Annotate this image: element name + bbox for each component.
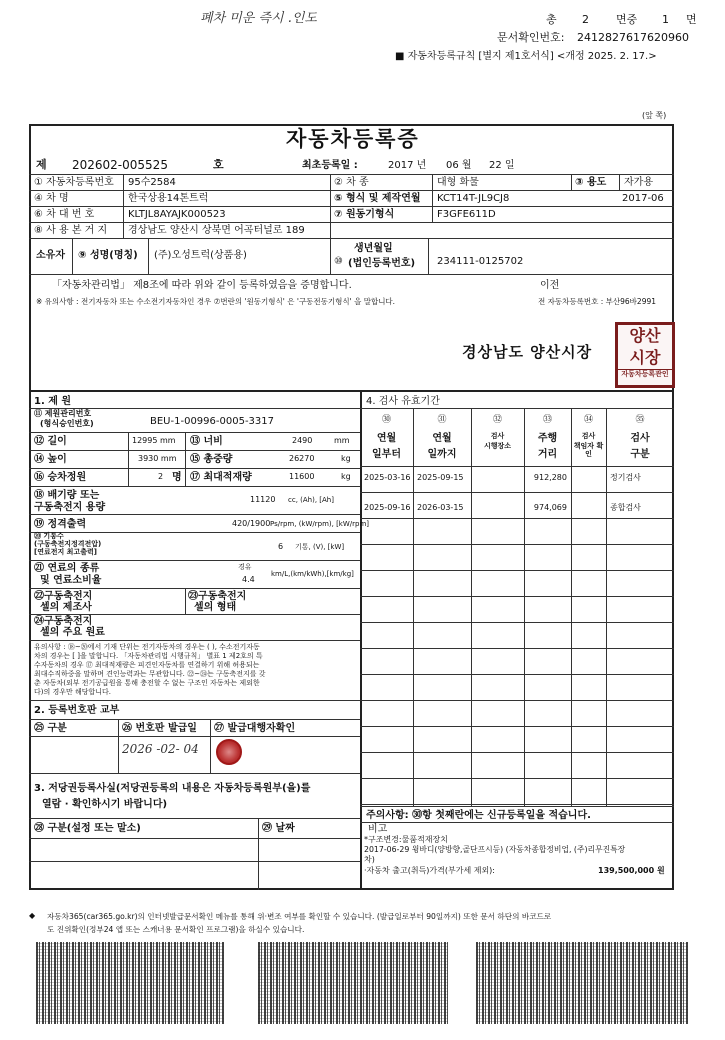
seal-text-mid: 시장 — [629, 348, 661, 367]
specs-note — [34, 643, 356, 697]
inspection-header-l1: 검사 — [490, 432, 505, 440]
cylinder-label-3: [연료전지 최고출력] — [34, 548, 97, 556]
base-value: 경상남도 양산시 상북면 어곡터널로 189 — [128, 225, 305, 236]
certificate-title: 자동차등록증 — [286, 127, 420, 151]
approval-label-1: ⑪ 제원관리번호 — [34, 409, 92, 418]
inspection-col-line — [471, 408, 472, 806]
inspection-header-l2: 거리 — [537, 449, 558, 460]
footer-line-1: 자동차365(car365.go.kr)의 인터넷발급문서확인 메뉴를 통해 위·변조 여부를 확인할 수 있습니다. (발급일로부터 90일까지) 또한 문서 하단의 바코드로 — [47, 912, 552, 921]
use-value: 자가용 — [624, 177, 653, 188]
inspection-cell-to: 2026-03-15 — [417, 503, 464, 512]
inspection-col-line — [606, 408, 607, 806]
battery-form-label-1: ㉓구동축전지 — [188, 591, 247, 602]
remarks-line-1: *구조변경:물품적재장치 — [364, 835, 448, 844]
page-unit: 면 — [686, 13, 697, 26]
birth-label-2: (법인등록번호) — [348, 258, 416, 269]
seal-text-bottom: 자동차등록관인 — [618, 369, 672, 379]
cylinder-value: 6 — [278, 542, 284, 551]
inspection-row-line — [360, 544, 674, 545]
inspection-header-n: ㉞ — [583, 415, 594, 425]
approval-label-2: (형식승인번호) — [40, 419, 94, 428]
inspection-row-line — [360, 648, 674, 649]
approval-value: BEU-1-00996-0005-3317 — [150, 416, 275, 427]
seal-text-top: 양산 — [629, 326, 661, 345]
displacement-label-2: 구동축전지 용량 — [34, 502, 106, 513]
inspection-header-l2: 시행장소 — [483, 442, 512, 450]
specs-note-line-2: 차의 경우는 [ ]을 말합니다. 「자동차관리법 시행규칙」 별표 1 제2호의 특 — [34, 652, 263, 660]
max-load-label: ⑰ 최대적재량 — [190, 472, 252, 483]
plate-date-label: ㉖ 번호판 발급일 — [122, 723, 197, 734]
remarks-label: 비고 — [368, 824, 388, 835]
page-current: 1 — [662, 13, 669, 26]
specs-section-title: 1. 제 원 — [34, 396, 72, 407]
specs-note-line-5: 춘 자동차(외부 전기공급원을 통해 충전할 수 없는 구조인 자동차는 제외한 — [34, 679, 260, 687]
inspection-caution: 주의사항: ㉚항 첫째란에는 신규등록일을 적습니다. — [366, 810, 591, 821]
inspection-cell-to: 2025-09-15 — [417, 473, 464, 482]
inspection-row-line — [360, 596, 674, 597]
cert-no-suffix: 호 — [213, 158, 224, 171]
displacement-label-1: ⑱ 배기량 또는 — [34, 490, 100, 501]
max-load-value: 11600 — [289, 472, 315, 481]
gross-weight-label: ⑮ 총중량 — [190, 454, 233, 465]
vin-label: ⑥ 차 대 번 호 — [34, 209, 95, 220]
price-label: ·자동차 출고(취득)가격(부가세 제외): — [364, 866, 495, 875]
owner-name-value: (주)오성트럭(상품용) — [154, 250, 247, 261]
inspection-row-line — [360, 674, 674, 675]
plate-issue-date: 2026 -02- 04 — [122, 742, 199, 756]
inspection-row-line — [360, 492, 674, 493]
inspection-col-line — [413, 408, 414, 806]
gross-weight-value: 26270 — [289, 454, 315, 463]
first-reg-day: 22 일 — [489, 160, 515, 171]
inspection-header-l2: 일까지 — [427, 449, 457, 460]
inspection-cell-from: 2025-03-16 — [364, 473, 411, 482]
owner-label: 소유자 — [36, 250, 65, 261]
fuel-type-value: 경유 — [238, 563, 252, 571]
length-label: ⑫ 길이 — [34, 436, 67, 447]
seats-label: ⑯ 승차정원 — [34, 472, 87, 483]
vehicle-type-label: ② 차 종 — [334, 177, 369, 188]
remarks-line-2: 2017-06-29 윙바디(양방향,골단프시등) (자동차종합정비업, (주)리무진특장 — [364, 845, 626, 854]
cert-note: ※ 유의사항 : 전기자동차 또는 수소전기자동차인 경우 ⑦번란의 '원동기형식' 은 '구동전동기형식' 을 말합니다. — [36, 297, 396, 306]
inspection-cell-km: 974,069 — [533, 503, 567, 512]
lien-section-title-2: 열람 · 확인하시기 바랍니다) — [42, 799, 168, 810]
lien-section-title-1: 3. 저당권등록사실(저당권등록의 내용은 자동차등록원부(을)를 — [34, 783, 311, 794]
owner-name-label: ⑨ 성명(명칭) — [78, 250, 138, 261]
inspection-header-n: ㉜ — [492, 415, 503, 425]
specs-note-line-4: 최대수직하중을 말하며 견인능력과는 무관합니다. ㉒~㉔는 구동축전지를 갖 — [34, 670, 266, 678]
inspection-row-line — [360, 726, 674, 727]
doc-confirm-label: 문서확인번호: — [497, 31, 565, 44]
fuel-label-2: 및 연료소비율 — [40, 575, 102, 586]
barcode-1 — [36, 942, 224, 1024]
inspection-cell-kind: 정기검사 — [610, 473, 641, 482]
engine-value: F3GFE611D — [437, 209, 496, 220]
inspection-col-line — [571, 408, 572, 806]
seats-value: 2 — [158, 472, 164, 481]
width-unit: mm — [334, 436, 350, 445]
cert-no-label: 제 — [36, 158, 47, 171]
inspection-row-line — [360, 804, 674, 805]
inspection-header-l1: 연월 — [432, 433, 452, 444]
vin-value: KLTJL8AYAJK000523 — [128, 209, 226, 220]
inspection-header-l1: 검사 — [581, 432, 596, 440]
displacement-unit: cc, (Ah), [Ah] — [288, 496, 334, 504]
seats-unit: 명 — [172, 472, 182, 483]
fuel-efficiency-value: 4.4 — [242, 575, 255, 584]
displacement-value: 11120 — [250, 495, 276, 504]
vehicle-type-value: 대형 화물 — [437, 177, 479, 188]
first-reg-year: 2017 년 — [388, 160, 427, 171]
inspection-cell-from: 2025-09-16 — [364, 503, 411, 512]
cylinder-label-2: (구동축전지정격전압) — [34, 540, 102, 548]
inspection-header-l1: 연월 — [376, 433, 397, 444]
inspection-header-l2: 일부터 — [372, 449, 401, 460]
birth-value: 234111-0125702 — [437, 256, 524, 267]
cylinder-unit: 기통, (V), [kW] — [295, 543, 345, 551]
inspection-section-title: 4. 검사 유효기간 — [366, 396, 440, 407]
fuel-label-1: ㉑ 연료의 종류 — [34, 563, 100, 574]
battery-material-label-2: 셀의 주요 원료 — [40, 627, 105, 638]
inspection-header-n: ㉟ — [635, 415, 645, 425]
front-side-label: (앞 쪽) — [642, 111, 667, 120]
first-reg-label: 최초등록일 : — [302, 160, 358, 171]
prev-reg-no: 전 자동차등록번호 : 부산96바2991 — [538, 297, 657, 306]
inspection-row-line — [360, 570, 674, 571]
length-value: 12995 mm — [132, 436, 176, 445]
lien-date-label: ㉙ 날짜 — [262, 823, 295, 834]
agent-stamp — [216, 739, 242, 765]
use-label: ③ 용도 — [575, 177, 607, 188]
regulation-line: ■ 자동차등록규칙 [별지 제1호서식] <개정 2025. 2. 17.> — [395, 51, 657, 62]
plate-confirm-label: ㉗ 발급대행자확인 — [214, 723, 296, 734]
inspection-header-l1: 검사 — [630, 433, 650, 444]
page-total: 2 — [582, 13, 589, 26]
made-value: 2017-06 — [622, 193, 664, 204]
model-label: ④ 차 명 — [34, 193, 69, 204]
barcode-2 — [258, 942, 448, 1024]
reg-no-value: 95수2584 — [128, 177, 176, 188]
battery-form-label-2: 셀의 형태 — [194, 602, 237, 613]
remarks-line-3: 차) — [364, 855, 375, 864]
plate-section-title: 2. 등록번호판 교부 — [34, 705, 120, 716]
inspection-cell-km: 912,280 — [533, 473, 567, 482]
barcode-3 — [476, 942, 688, 1024]
inspection-header-n: ㉛ — [437, 415, 447, 425]
page-mid-label: 면중 — [616, 13, 638, 26]
engine-label: ⑦ 원동기형식 — [334, 209, 395, 220]
height-label: ⑭ 높이 — [34, 454, 67, 465]
inspection-row-line — [360, 778, 674, 779]
issuer-name: 경상남도 양산시장 — [462, 343, 593, 361]
inspection-header-l2: 구분 — [630, 449, 650, 460]
specs-note-line-6: 다)의 경우만 해당합니다. — [34, 688, 112, 696]
model-value: 한국상용14톤트럭 — [128, 193, 209, 204]
footer-line-2: 도 진위확인(정부24 앱 또는 스캐너용 문서확인 프로그램)을 하실수 있습니다. — [47, 925, 305, 934]
battery-maker-label-1: ㉒구동축전지 — [34, 591, 93, 602]
form-value: KCT14T-JL9CJ8 — [437, 193, 510, 204]
first-reg-month: 06 월 — [446, 160, 472, 171]
birth-circle: ⑩ — [334, 256, 343, 267]
inspection-row-line — [360, 700, 674, 701]
inspection-header-l1: 주행 — [537, 433, 558, 444]
form-label: ⑤ 형식 및 제작연월 — [334, 193, 421, 204]
inspection-col-line — [524, 408, 525, 806]
power-value: 420/1900 — [232, 519, 271, 528]
lien-kind-label: ㉘ 구분(설정 또는 말소) — [34, 823, 141, 834]
page-total-label: 총 — [546, 13, 557, 26]
inspection-row-line — [360, 752, 674, 753]
prior-label: 이전 — [540, 280, 560, 291]
width-label: ⑬ 너비 — [190, 436, 223, 447]
cert-text: 「자동차관리법」 제8조에 따라 위와 같이 등록하였음을 증명합니다. — [52, 280, 352, 291]
power-label: ⑲ 정격출력 — [34, 519, 87, 530]
official-seal — [615, 322, 675, 388]
footer-bullet: ◆ — [29, 911, 36, 920]
cylinder-label-1: ⑳ 기통수 — [34, 532, 64, 540]
doc-confirm-number: 2412827617620960 — [577, 31, 689, 44]
battery-material-label-1: ㉔구동축전지 — [34, 616, 93, 627]
specs-note-line-1: 유의사항 : ⑱~⑳에서 기재 단위는 전기자동차의 경우는 ( ), 수소전기자동 — [34, 643, 260, 651]
price-value: 139,500,000 원 — [598, 866, 665, 875]
inspection-header-l2: 책임자 확인 — [573, 442, 604, 458]
power-unit: Ps/rpm, (kW/rpm), [kW/rpm] — [270, 520, 370, 528]
cert-no-value: 202602-005525 — [72, 158, 168, 172]
gross-weight-unit: kg — [341, 454, 351, 463]
inspection-row-line — [360, 518, 674, 519]
height-value: 3930 mm — [138, 454, 177, 463]
handwritten-note: 폐차 미운 즉시 .인도 — [200, 11, 317, 26]
inspection-row-line — [360, 622, 674, 623]
battery-maker-label-2: 셀의 제조사 — [40, 602, 92, 613]
specs-note-line-3: 수자동차의 경우 ⑰ 최대적재량은 피견인자동차를 연결하기 위해 허용되는 — [34, 661, 260, 669]
max-load-unit: kg — [341, 472, 351, 481]
fuel-efficiency-unit: km/L,(km/kWh),[km/kg] — [271, 570, 354, 578]
inspection-cell-kind: 종합검사 — [610, 503, 641, 512]
reg-no-label: ① 자동차등록번호 — [34, 177, 114, 188]
birth-label-1: 생년월일 — [354, 243, 393, 254]
inspection-header-n: ㉚ — [381, 415, 392, 425]
plate-kind-label: ㉕ 구분 — [34, 723, 67, 734]
width-value: 2490 — [292, 436, 313, 445]
inspection-header-n: ㉝ — [542, 415, 553, 425]
base-label: ⑧ 사 용 본 거 지 — [34, 225, 108, 236]
